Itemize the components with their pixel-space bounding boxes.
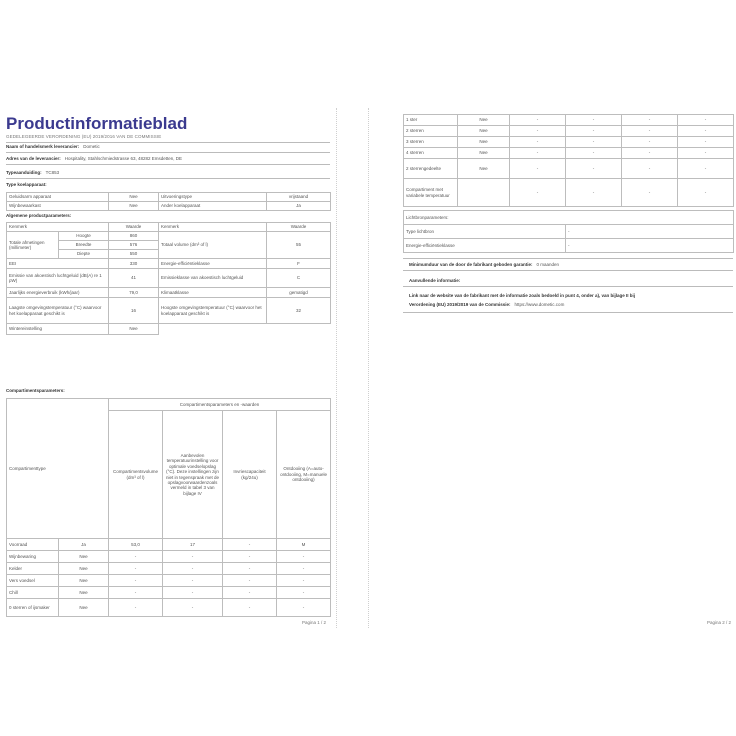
table-row (7, 539, 331, 551)
page-number: Pagina 2 / 2 (707, 620, 732, 625)
general-parameters-table (6, 222, 331, 335)
table-row (7, 563, 331, 575)
table-cell: - (163, 575, 223, 587)
table-cell: - (678, 148, 734, 159)
table-cell: Nee (458, 137, 510, 148)
table-row (7, 551, 331, 563)
table-cell: - (566, 126, 622, 137)
table-cell: - (277, 587, 331, 599)
table-cell: - (510, 159, 566, 179)
section-heading: Compartimentsparameters: (6, 388, 65, 393)
table-row (404, 179, 734, 207)
table-cell: Ja (59, 539, 109, 551)
table-cell: - (566, 115, 622, 126)
table-cell: 4 sterren (404, 148, 458, 159)
table-cell: - (566, 148, 622, 159)
table-cell: - (622, 148, 678, 159)
table-cell: - (566, 137, 622, 148)
compartment-table-2 (403, 114, 734, 207)
table-cell: - (109, 551, 163, 563)
table-header-row: Lichtbronparameters: (404, 211, 734, 225)
table-header-row: Kenmerk Waarde Kenmerk Waarde (7, 223, 331, 232)
model-label: Typeaanduiding: (6, 170, 42, 175)
table-cell: - (223, 575, 277, 587)
table-cell: - (277, 575, 331, 587)
table-cell: Nee (59, 575, 109, 587)
table-cell: Chill (7, 587, 59, 599)
table-cell: Nee (59, 551, 109, 563)
divider (6, 152, 330, 153)
table-row (404, 115, 734, 126)
table-cell: - (109, 575, 163, 587)
table-cell: - (622, 159, 678, 179)
table-cell: - (678, 179, 734, 207)
section-heading: Aanvullende informatie: (409, 278, 461, 283)
divider (403, 270, 733, 271)
page-title: Productinformatieblad (6, 114, 188, 133)
table-row: Emissie van akoestisch luchtgeluid (dB(A) re 1 pW) 41 Emissieklasse van akoestisch luchtgeluid C (7, 269, 331, 288)
table-cell: - (223, 563, 277, 575)
table-cell: - (510, 179, 566, 207)
address-label: Adres van de leverancier: (6, 156, 61, 161)
appliance-type-table (6, 192, 331, 211)
page-number: Pagina 1 / 2 (302, 620, 327, 625)
table-cell: - (163, 599, 223, 617)
divider (403, 258, 733, 259)
table-header-row: Compartimentsvolume (dm³ of l) Aanbevolen temperatuurinstelling voor optimale voedselopslag (°C). Deze instellingen zijn niet in tegenspraak met de opslagvoorwaardenzoals vermeld in tabel 3 van bijlage IV Invriescapaciteit (kg/24u) Ontdooiing (A=auto-ontdooiing, M=manuele ontdooiing) (7, 411, 331, 539)
table-cell: Kelder (7, 563, 59, 575)
table-cell: - (510, 148, 566, 159)
table-cell: - (277, 563, 331, 575)
document-page-1 (0, 108, 337, 628)
table-cell: - (109, 599, 163, 617)
table-cell: Nee (458, 148, 510, 159)
table-row: Geluidsarm apparaat Nee Uitvoeringstype vrijstaand (7, 193, 331, 202)
document-page-2 (368, 108, 736, 628)
link-label-2: Verordening (EU) 2019/2019 van de Commissie: (409, 302, 511, 307)
table-cell: - (622, 115, 678, 126)
table-cell: 17 (163, 539, 223, 551)
link-row (409, 293, 733, 298)
table-cell: Nee (458, 115, 510, 126)
light-source-table (403, 210, 734, 253)
table-cell: Nee (458, 159, 510, 179)
table-cell: M (277, 539, 331, 551)
table-row: Totale afmetingen (millimeter) Hoogte 860 Totaal volume (dm³ of l) 55 (7, 232, 331, 241)
table-cell: - (223, 599, 277, 617)
table-header-row: Compartimenttype Compartimentsparameters en -waarden (7, 399, 331, 411)
table-cell: - (510, 126, 566, 137)
table-row: EEI 330 Energie-efficiëntieklasse F (7, 259, 331, 269)
table-row (7, 599, 331, 617)
table-cell: - (223, 587, 277, 599)
table-cell: Compartiment met variabele temperatuur (404, 179, 458, 207)
table-cell: - (622, 137, 678, 148)
warranty-value: 0 maanden (536, 262, 560, 267)
table-cell: Nee (458, 126, 510, 137)
table-cell: - (163, 563, 223, 575)
table-cell: Wijnbewaring (7, 551, 59, 563)
model-value: TC853 (45, 170, 60, 175)
table-cell: - (109, 587, 163, 599)
table-cell: 2 sterren (404, 126, 458, 137)
table-cell: - (277, 551, 331, 563)
table-cell: Nee (59, 563, 109, 575)
table-cell: 53,0 (109, 539, 163, 551)
address-value: Hospitality, Stahlschmiedstrasse 63, 48282 Emsdetten, DE (64, 156, 183, 161)
model-row (6, 170, 330, 175)
table-cell: - (510, 137, 566, 148)
table-cell: - (566, 159, 622, 179)
table-cell: - (510, 115, 566, 126)
table-row: Energie-efficiëntieklasse - (404, 239, 734, 253)
section-heading: Type koelapparaat: (6, 182, 47, 187)
warranty-row (409, 262, 733, 267)
table-cell: - (678, 137, 734, 148)
table-cell: - (223, 551, 277, 563)
table-cell: 0 sterren of ijsmaker (7, 599, 59, 617)
table-row: Laagste omgevingstemperatuur (°C) waarvoor het koelapparaat geschikt is 16 Hoogste omgevingstemperatuur (°C) waarvoor het koelapparaat geschikt is 32 (7, 298, 331, 324)
table-row (404, 159, 734, 179)
divider (6, 164, 330, 165)
table-cell: Voorraad (7, 539, 59, 551)
table-row: Type lichtbron - (404, 225, 734, 239)
table-cell: 1 ster (404, 115, 458, 126)
divider (403, 286, 733, 287)
table-cell: - (163, 551, 223, 563)
table-row (404, 137, 734, 148)
table-cell: - (277, 599, 331, 617)
section-heading: Algemene productparameters: (6, 213, 72, 218)
table-row (7, 587, 331, 599)
table-cell: Vers voedsel (7, 575, 59, 587)
table-cell: Nee (59, 587, 109, 599)
table-row (404, 148, 734, 159)
table-row: Diepte 550 (7, 250, 331, 259)
table-cell: - (223, 539, 277, 551)
table-row (7, 575, 331, 587)
table-cell: - (622, 179, 678, 207)
table-row: Jaarlijks energieverbruik (kWh/jaar) 79,0 Klimaatklasse gematigd (7, 288, 331, 298)
divider (6, 178, 330, 179)
compartment-table-1 (6, 398, 331, 617)
table-row (404, 126, 734, 137)
table-cell: - (678, 159, 734, 179)
warranty-label: Minimumduur van de door de fabrikant geboden garantie: (409, 262, 533, 267)
table-cell: - (566, 179, 622, 207)
supplier-value: Dometic (83, 144, 100, 149)
table-cell: - (163, 587, 223, 599)
table-cell: 2 sterrengedeelte (404, 159, 458, 179)
table-row: Wijnbewaarkast Nee Ander koelapparaat Ja (7, 202, 331, 211)
table-cell: 3 sterren (404, 137, 458, 148)
address-row (6, 156, 330, 161)
divider (6, 142, 330, 143)
table-cell (458, 179, 510, 207)
table-cell: - (622, 126, 678, 137)
link-row-2 (409, 302, 733, 307)
table-cell: - (678, 126, 734, 137)
table-cell: - (678, 115, 734, 126)
table-cell: - (109, 563, 163, 575)
supplier-label: Naam of handelsmerk leverancier: (6, 144, 80, 149)
supplier-row (6, 144, 330, 149)
regulation-subtitle: GEDELEGEERDE VERORDENING (EU) 2019/2016 VAN DE COMMISSIE (6, 134, 162, 139)
divider (403, 312, 733, 313)
table-row: Wintereinstelling Nee (7, 324, 331, 335)
manufacturer-link[interactable]: https://www.dometic.com (514, 302, 565, 307)
table-cell: Nee (59, 599, 109, 617)
table-row: Breedte 576 (7, 241, 331, 250)
link-label: Link naar de website van de fabrikant met de informatie zoals bedoeld in punt 4, onder a), van bijlage II bij (409, 293, 636, 298)
